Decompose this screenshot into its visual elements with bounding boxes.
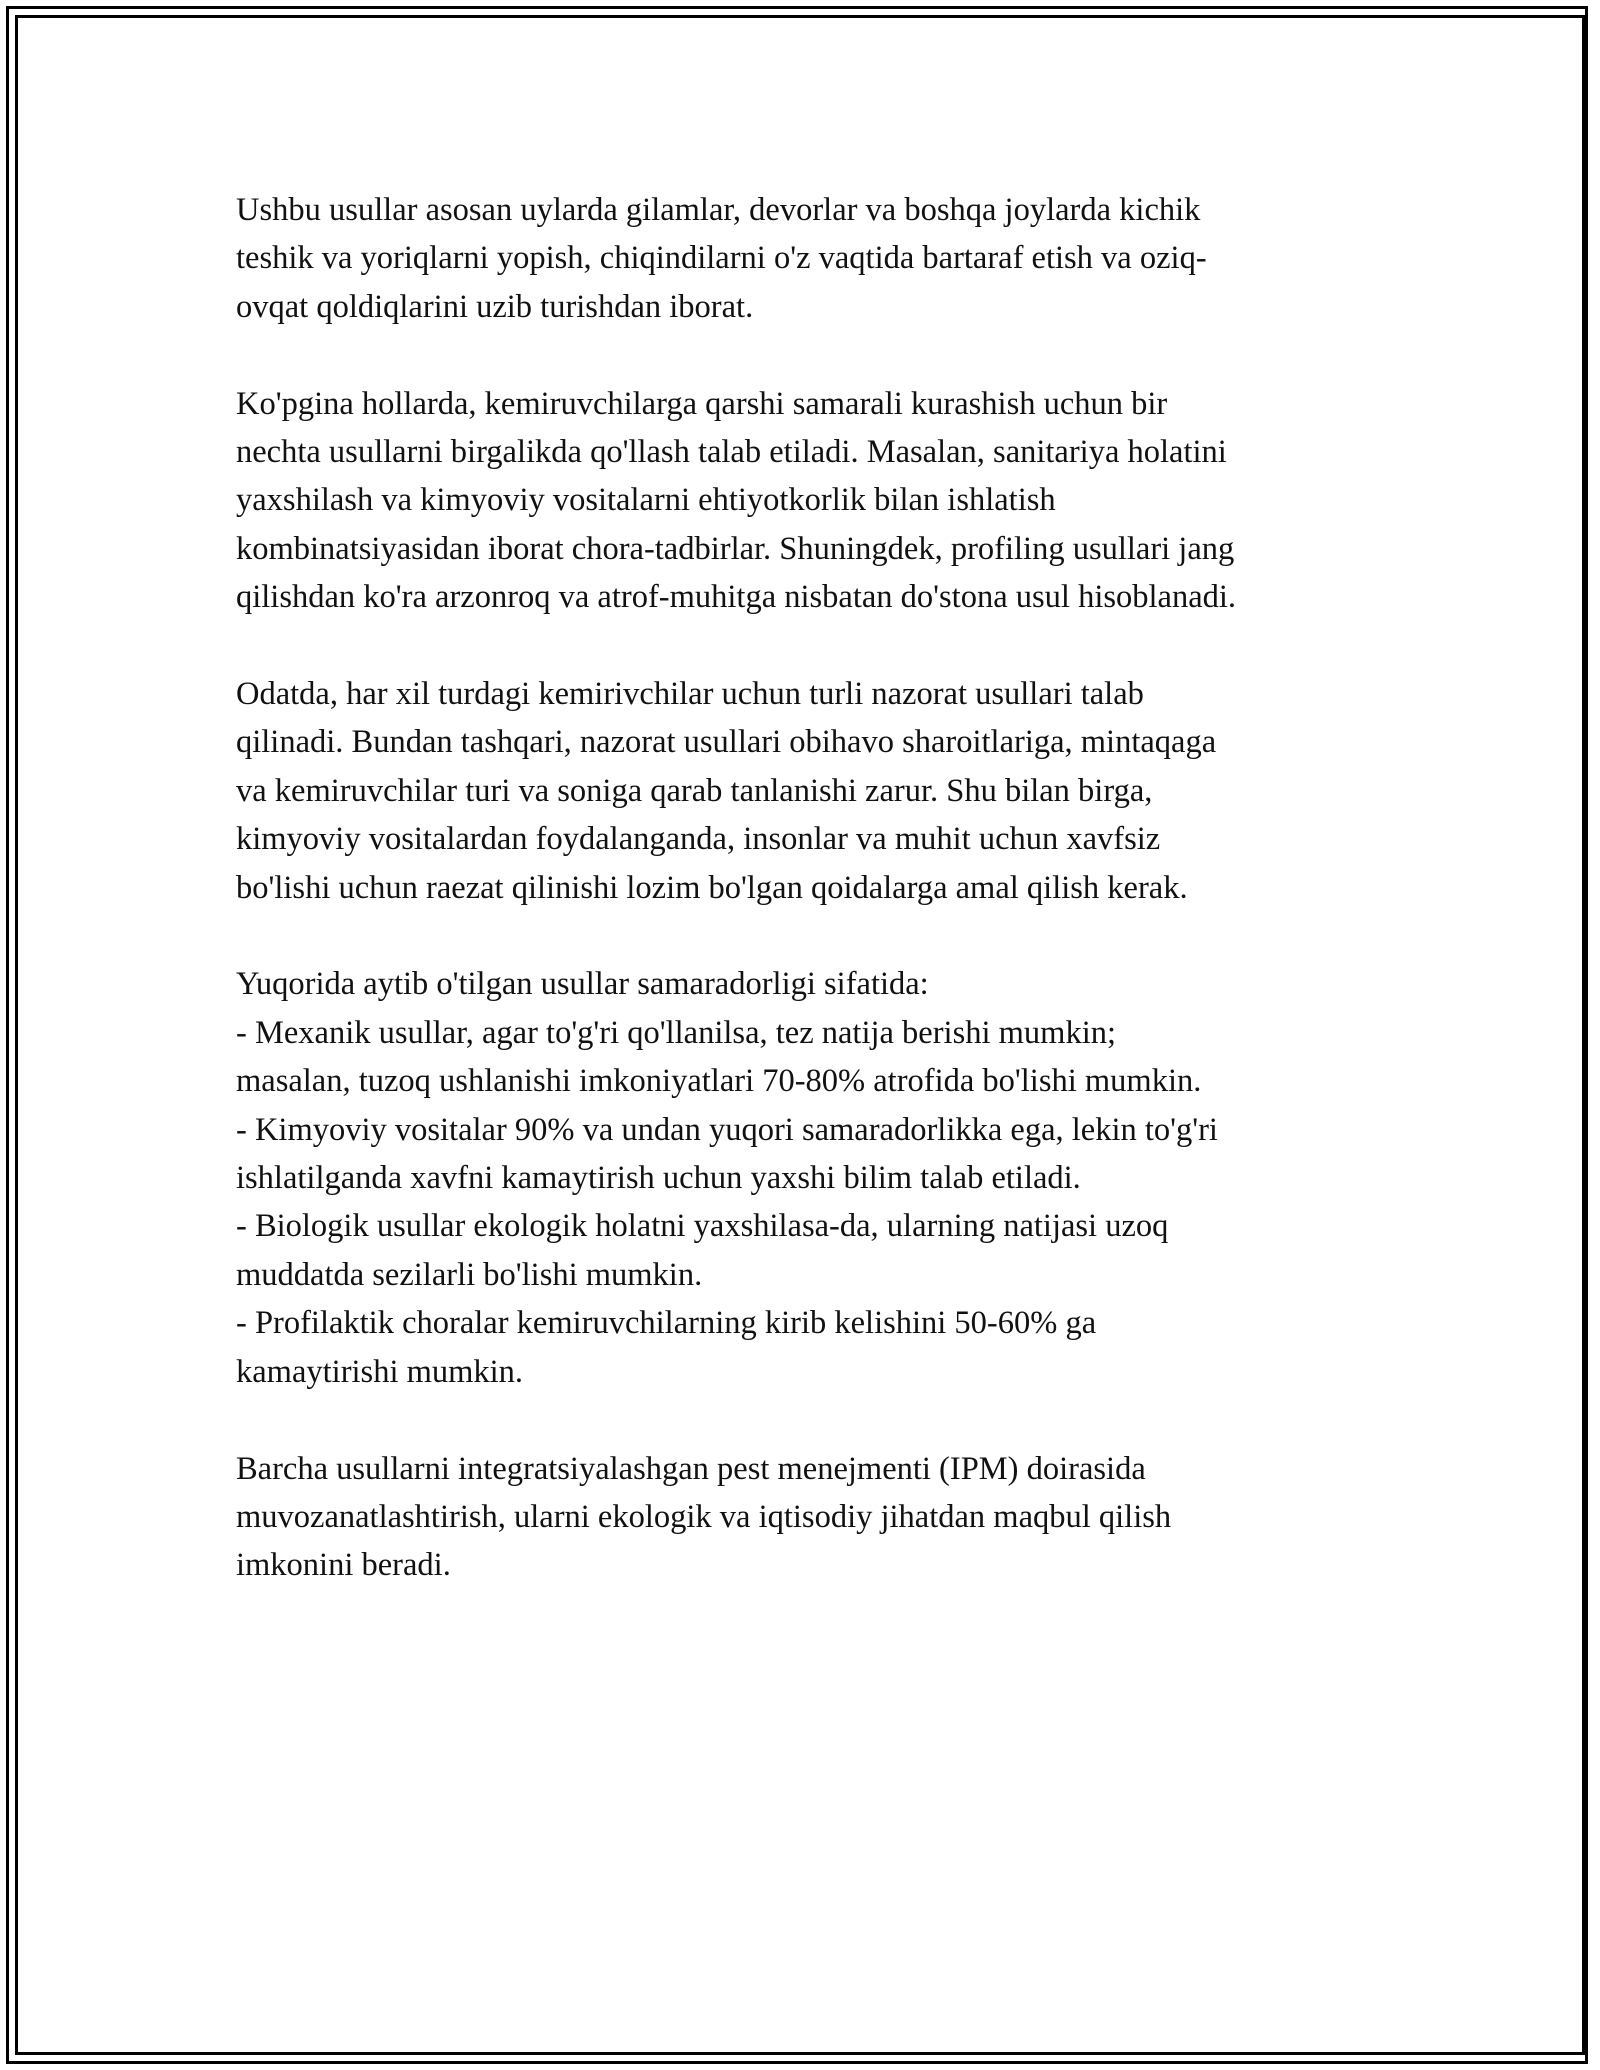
text-line: muddatda sezilarli bo'lishi mumkin. bbox=[236, 1256, 703, 1293]
text-line: Ushbu usullar asosan uylarda gilamlar, devorlar va boshqa joylarda kichik bbox=[236, 192, 1201, 228]
text-line: ishlatilganda xavfni kamaytirish uchun yaxshi bilim talab etiladi. bbox=[236, 1160, 1081, 1197]
text-line: Barcha usullarni integratsiyalashgan pest menejmenti (IPM) doirasida bbox=[236, 1450, 1146, 1487]
paragraph-prevention bbox=[236, 186, 1376, 331]
text-line: teshik va yoriqlarni yopish, chiqindilarni o'z vaqtida bartaraf etish va oziq- bbox=[236, 240, 1207, 277]
document-body bbox=[236, 186, 1376, 1638]
text-line: kamaytirishi mumkin. bbox=[236, 1353, 524, 1390]
text-line: kombinatsiyasidan iborat chora-tadbirlar. Shuningdek, profiling usullari jang bbox=[236, 530, 1235, 567]
list-item: - Kimyoviy vositalar 90% va undan yuqori samaradorlikka ega, lekin to'g'ri bbox=[236, 1111, 1218, 1148]
text-line: va kemiruvchilar turi va soniga qarab tanlanishi zarur. Shu bilan birga, bbox=[236, 772, 1153, 809]
list-item: - Biologik usullar ekologik holatni yaxshilasa-da, ularning natijasi uzoq bbox=[236, 1208, 1169, 1245]
text-line: nechta usullarni birgalikda qo'llash talab etiladi. Masalan, sanitariya holatini bbox=[236, 434, 1227, 471]
text-line: yaxshilash va kimyoviy vositalarni ehtiyotkorlik bilan ishlatish bbox=[236, 482, 1056, 519]
text-line: kimyoviy vositalardan foydalanganda, insonlar va muhit uchun xavfsiz bbox=[236, 821, 1161, 858]
text-line: qilinadi. Bundan tashqari, nazorat usullari obihavo sharoitlariga, mintaqaga bbox=[236, 724, 1217, 761]
text-line: ovqat qoldiqlarini uzib turishdan iborat. bbox=[236, 288, 754, 325]
text-line: qilishdan ko'ra arzonroq va atrof-muhitga nisbatan do'stona usul hisoblanadi. bbox=[236, 579, 1237, 616]
text-line: Yuqorida aytib o'tilgan usullar samaradorligi sifatida: bbox=[236, 966, 929, 1003]
list-item: - Mexanik usullar, agar to'g'ri qo'llanilsa, tez natija berishi mumkin; bbox=[236, 1014, 1117, 1051]
text-line: imkonini beradi. bbox=[236, 1547, 451, 1584]
text-line: Odatda, har xil turdagi kemirivchilar uchun turli nazorat usullari talab bbox=[236, 676, 1144, 713]
paragraph-effectiveness-list bbox=[236, 960, 1376, 1396]
paragraph-control-selection bbox=[236, 670, 1376, 912]
text-line: masalan, tuzoq ushlanishi imkoniyatlari 70-80% atrofida bo'lishi mumkin. bbox=[236, 1063, 1202, 1100]
text-line: bo'lishi uchun raezat qilinishi lozim bo'lgan qoidalarga amal qilish kerak. bbox=[236, 869, 1188, 906]
list-item: - Profilaktik choralar kemiruvchilarning kirib kelishini 50-60% ga bbox=[236, 1305, 1097, 1342]
text-line: muvozanatlashtirish, ularni ekologik va iqtisodiy jihatdan maqbul qilish bbox=[236, 1498, 1172, 1535]
paragraph-ipm bbox=[236, 1445, 1376, 1590]
text-line: Ko'pgina hollarda, kemiruvchilarga qarshi samarali kurashish uchun bir bbox=[236, 385, 1168, 422]
paragraph-combined-methods bbox=[236, 380, 1376, 622]
